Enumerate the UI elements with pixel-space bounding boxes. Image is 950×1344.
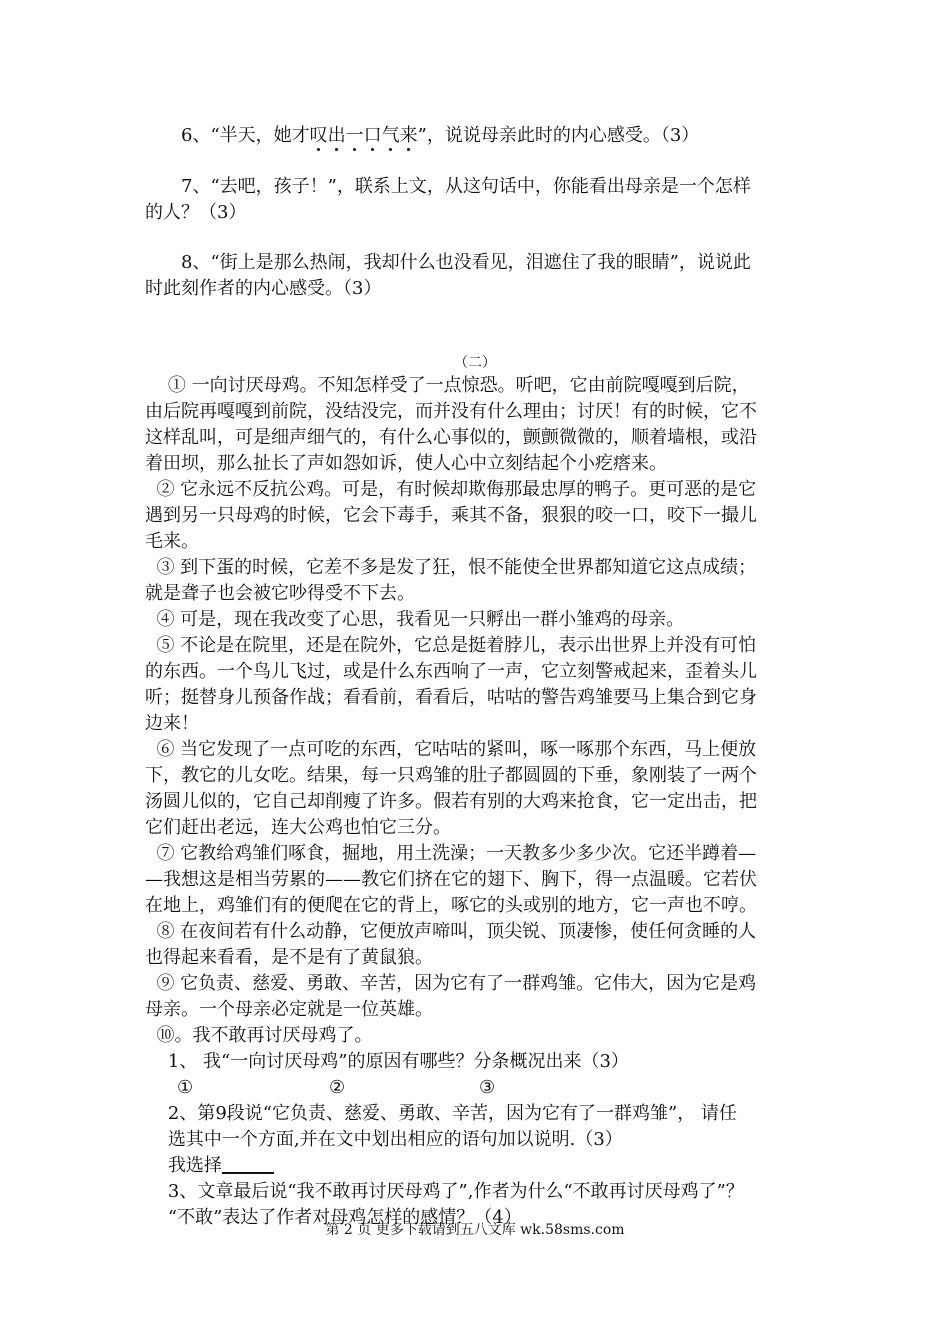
answer-blank[interactable] — [222, 1154, 274, 1174]
emphasis-char: 叹 — [309, 125, 328, 146]
passage-line: ⑦ 它教给鸡雏们啄食，掘地，用土洗澡；一天教多少多少次。它还半蹲着— — [145, 843, 757, 864]
passage-line: ⑤ 不论是在院里，还是在院外，它总是挺着脖儿，表示出世界上并没有可怕 — [145, 635, 757, 656]
passage-line: ③ 到下蛋的时候，它差不多是发了狂，恨不能使全世界都知道它这点成绩； — [145, 557, 757, 578]
passage — [145, 373, 805, 1049]
passage-line: 着田坝，那么扯长了声如怨如诉，使人心中立刻结起个小疙瘩来。 — [145, 453, 667, 474]
passage-line: —我想这是相当劳累的——教它们挤在它的翅下、胸下，得一点温暖。它若伏 — [145, 869, 757, 890]
question-8 — [145, 250, 805, 302]
question-8-line-1: 8、“街上是那么热闹，我却什么也没看见，泪遮住了我的眼睛”，说说此 — [181, 252, 751, 273]
emphasis-char: 来 — [399, 125, 418, 146]
question-6-dotted-phrase — [310, 125, 418, 146]
question-7-line-1: 7、“去吧，孩子！”，联系上文，从这句话中，你能看出母亲是一个怎样 — [181, 176, 751, 197]
question-6 — [145, 123, 805, 149]
passage-line: 母亲。一个母亲必定就是一位英雄。 — [145, 999, 433, 1020]
emphasis-char: 气 — [381, 125, 400, 146]
passage-line: 就是聋子也会被它吵得受不下去。 — [145, 583, 415, 604]
emphasis-char: 一 — [345, 125, 364, 146]
passage-line: ⑨ 它负责、慈爱、勇敢、辛苦，因为它有了一群鸡雏。它伟大，因为它是鸡 — [145, 973, 757, 994]
passage-line: ② 它永远不反抗公鸡。可是，有时候却欺侮那最忠厚的鸭子。更可恶的是它 — [145, 479, 757, 500]
passage-line: ⑩。我不敢再讨厌母鸡了。 — [145, 1025, 373, 1046]
question-2-line-2: 选其中一个方面,并在文中划出相应的语句加以说明.（3） — [145, 1129, 623, 1150]
passage-line: 遇到另一只母鸡的时候，它会下毒手，乘其不备，狠狠的咬一口，咬下一撮儿 — [145, 505, 757, 526]
question-3-line-1: 3、文章最后说“我不敢再讨厌母鸡了”,作者为什么“不敢再讨厌母鸡了”？ — [145, 1181, 744, 1202]
passage-line: 下，教它的儿女吃。结果，每一只鸡雏的肚子都圆圆的下垂，象刚装了一两个 — [145, 765, 757, 786]
answer-mark-2: ② — [329, 1077, 346, 1098]
answer-mark-1: ① — [177, 1077, 194, 1098]
question-1: 1、 我“一向讨厌母鸡”的原因有哪些？分条概况出来（3） — [145, 1051, 629, 1072]
passage-line: 它们赶出老远，连大公鸡也怕它三分。 — [145, 817, 451, 838]
passage-line: 由后院再嘎嘎到前院，没结没完，而并没有什么理由；讨厌！有的时候，它不 — [145, 401, 757, 422]
passage-line: 在地上，鸡雏们有的便爬在它的背上，啄它的头或别的地方，它一声也不哼。 — [145, 895, 757, 916]
passage-line: 毛来。 — [145, 531, 199, 552]
passage-line: 汤圆儿似的，它自己却削瘦了许多。假若有别的大鸡来抢食，它一定出击，把 — [145, 791, 757, 812]
question-8-line-2: 时此刻作者的内心感受。（3） — [145, 278, 382, 299]
page-footer: 第 2 页 更多下载请到五八文库 wk.58sms.com — [325, 1222, 625, 1238]
question-2-line-1: 2、第9段说“它负责、慈爱、勇敢、辛苦，因为它有了一群鸡雏”， 请任 — [145, 1103, 737, 1124]
question-7 — [145, 174, 805, 226]
passage-line: ⑥ 当它发现了一点可吃的东西，它咕咕的紧叫，啄一啄那个东西，马上便放 — [145, 739, 757, 760]
question-3-line-2: “不敢”表达了作者对母鸡怎样的感情？（4） — [145, 1207, 522, 1228]
question-6-suffix: ”，说说母亲此时的内心感受。（3） — [417, 125, 700, 146]
passage-line: 也得起来看看，是不是有了黄鼠狼。 — [145, 947, 433, 968]
passage-line: 听；挺替身儿预备作战；看看前，看看后，咕咕的警告鸡雏要马上集合到它身 — [145, 687, 757, 708]
questions-bottom — [145, 1049, 805, 1231]
passage-line: ⑧ 在夜间若有什么动静，它便放声啼叫，顶尖锐、顶凄惨，使任何贪睡的人 — [145, 921, 757, 942]
question-1-marks — [145, 1075, 805, 1101]
question-6-prefix: 6、“半天，她才 — [181, 125, 310, 146]
section-title: （二） — [454, 355, 496, 371]
emphasis-char: 口 — [363, 125, 382, 146]
passage-line: ④ 可是，现在我改变了心思，我看见一只孵出一群小雏鸡的母亲。 — [145, 609, 685, 630]
question-2-choose — [145, 1153, 805, 1179]
choose-label: 我选择 — [145, 1155, 222, 1176]
passage-line: 边来！ — [145, 713, 199, 734]
passage-line: 的东西。一个鸟儿飞过，或是什么东西响了一声，它立刻警戒起来，歪着头儿 — [145, 661, 757, 682]
question-7-line-2: 的人？（3） — [145, 202, 247, 223]
emphasis-char: 出 — [327, 125, 346, 146]
passage-line: ① 一向讨厌母鸡。不知怎样受了一点惊恐。听吧，它由前院嘎嘎到后院， — [145, 375, 750, 396]
question-6-text — [145, 123, 805, 149]
passage-line: 这样乱叫，可是细声细气的，有什么心事似的，颤颤微微的，顺着墙根，或沿 — [145, 427, 757, 448]
answer-mark-3: ③ — [479, 1077, 496, 1098]
